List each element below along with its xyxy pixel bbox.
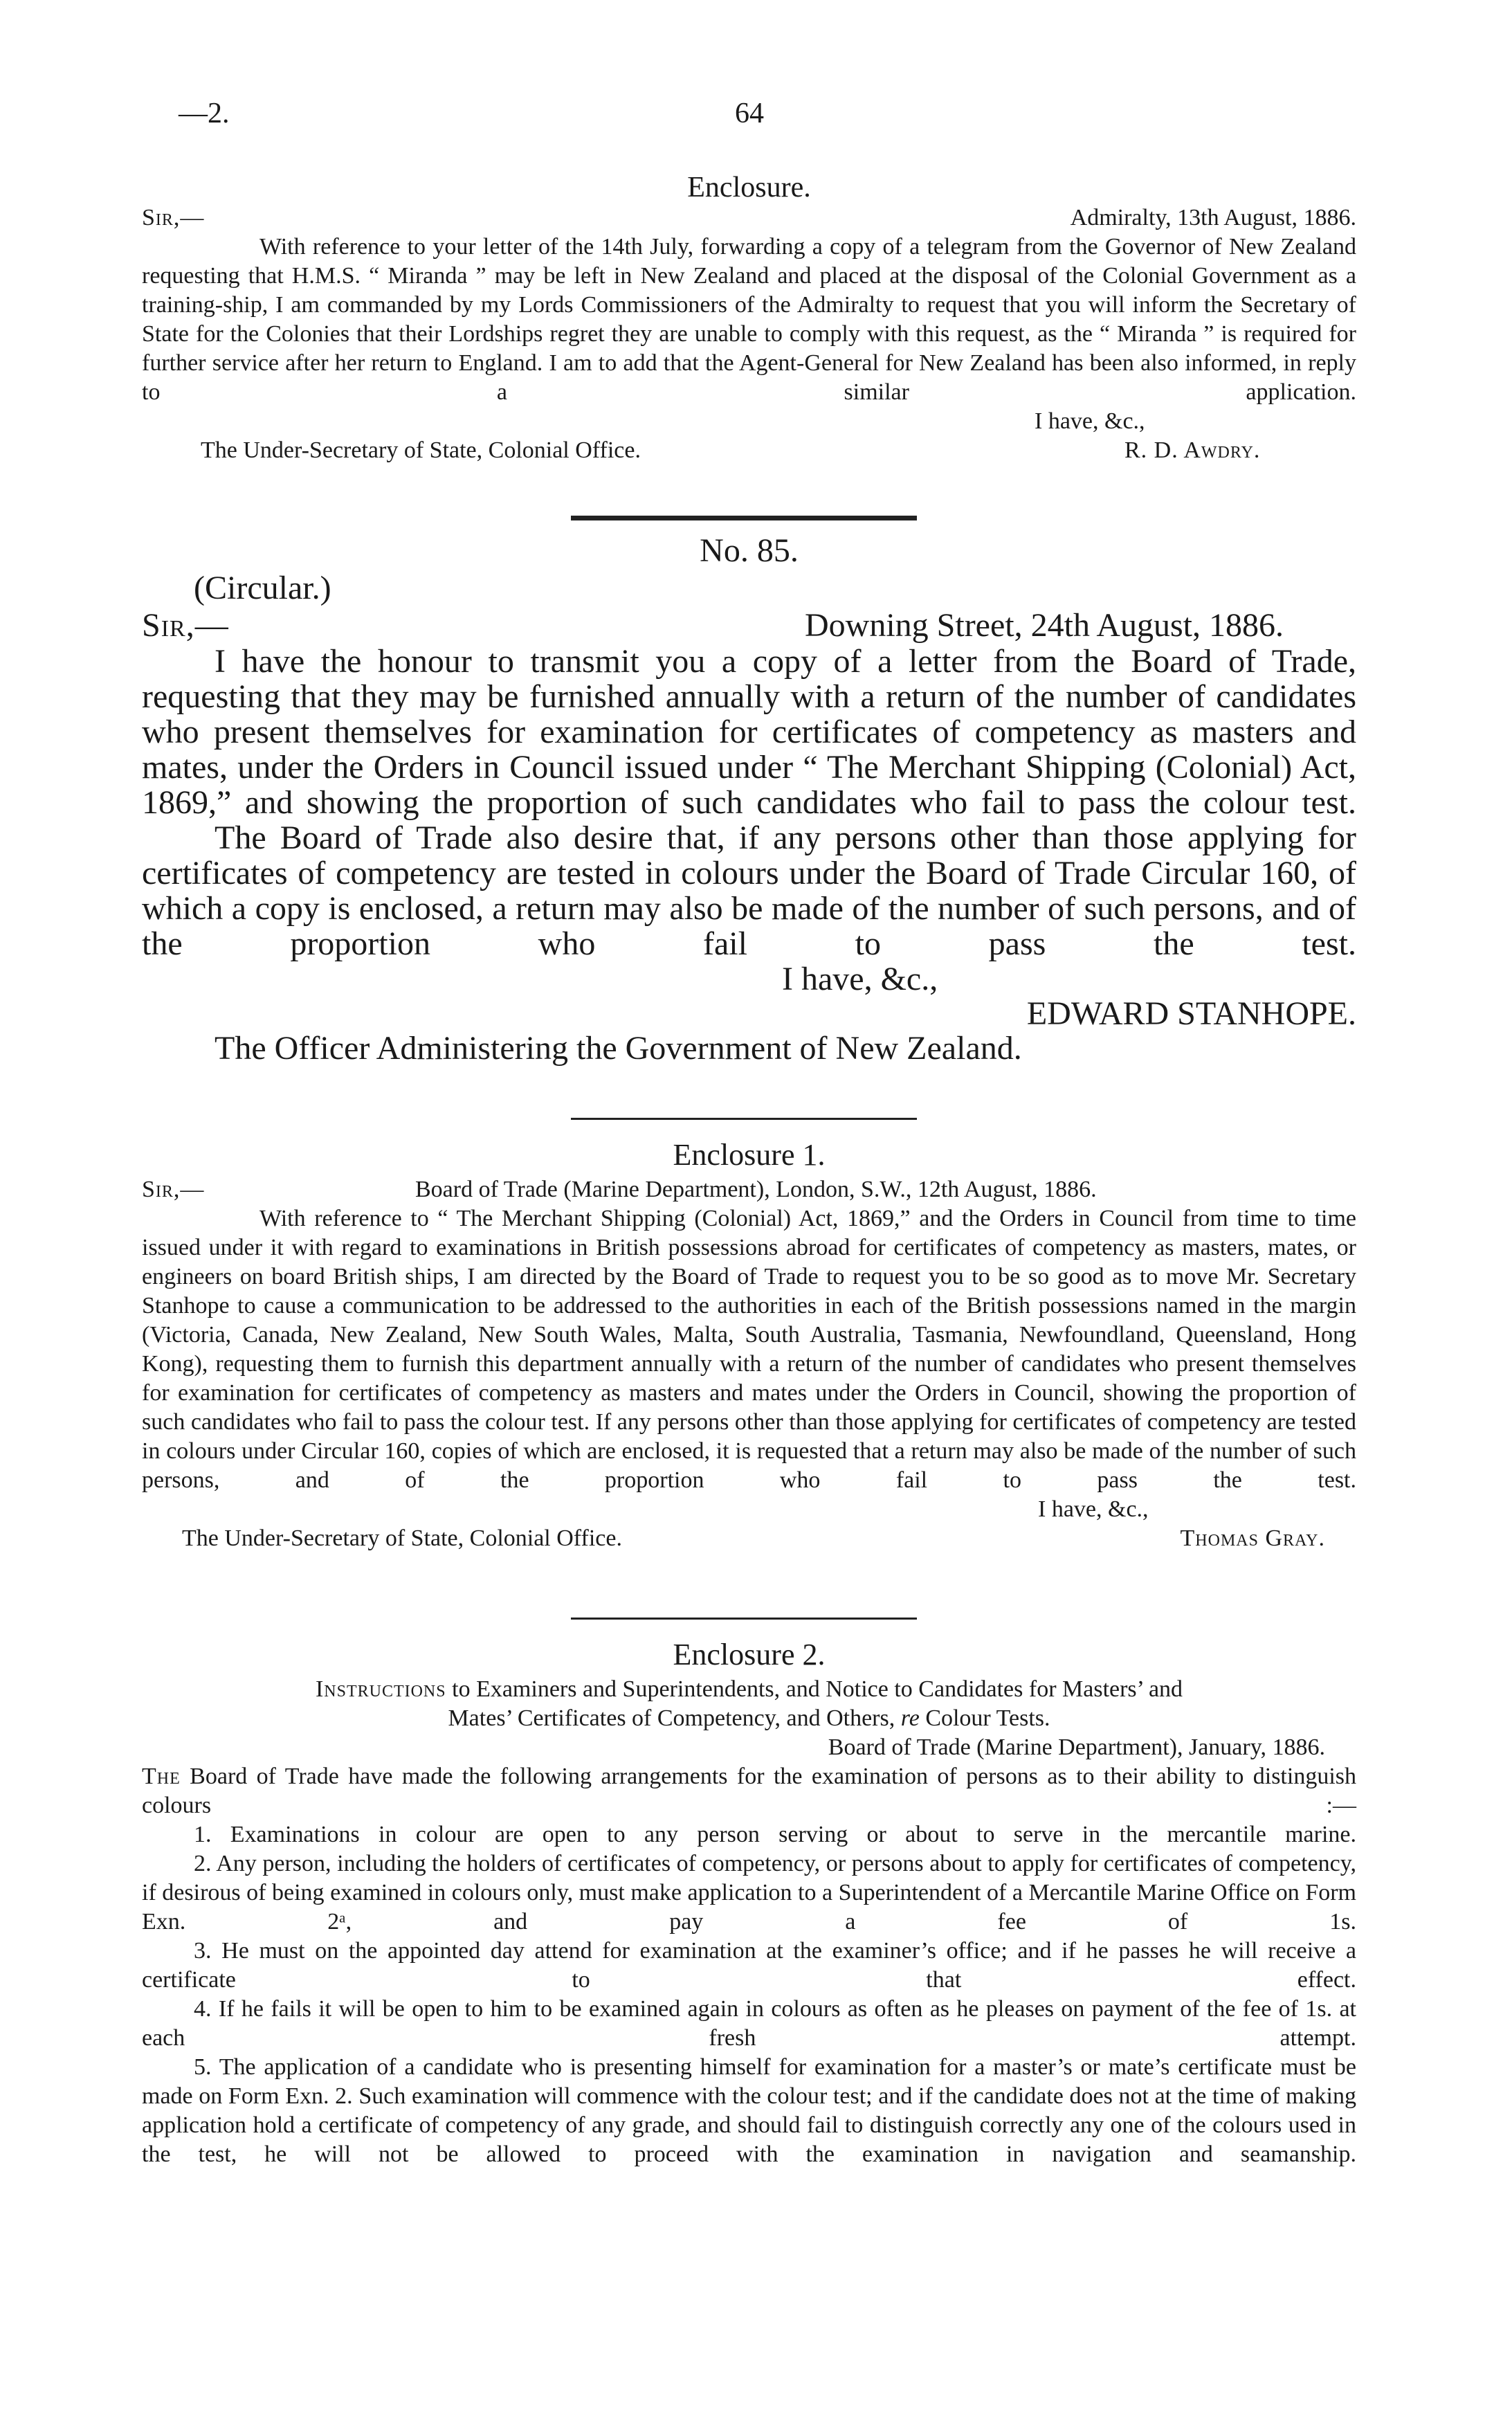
page-reference: —2. (179, 98, 230, 129)
salutation: Sir,— (142, 1177, 205, 1202)
list-item: 5. The application of a candidate who is presenting himself for examination for a master’s or mate’s certificate must be made on Form Exn. 2. Such examination will commence with the colour test; and if the candidate does not at the time of making application hold a certificate of competency of any grade, and should fail to distinguish correctly any one of the colours used in the test, he will not be allowed to proceed with the examination in navigation and seamanship. (142, 2054, 1356, 2167)
dateline-row (142, 1733, 1356, 1762)
list-item: 1. Examinations in colour are open to any person serving or about to serve in the mercantile marine. (194, 1822, 1356, 1847)
dateline: Board of Trade (Marine Department), January, 1886. (828, 1734, 1325, 1760)
signature-row (142, 996, 1356, 1031)
signature-row (142, 1524, 1356, 1553)
paragraph-2: The Board of Trade also desire that, if any persons other than those applying for certificates of competency are tested in colours under the Board of Trade Circular 160, of which a copy is enclosed, a return may also be made of the number of such persons, and of the proportion who fail to pass the test. (142, 819, 1356, 962)
closing: I have, &c., (1038, 1496, 1149, 1522)
list-item: 4. If he fails it will be open to him to be examined again in colours as often as he pleases on payment of the fee of 1s. at each fresh attempt. (142, 1996, 1356, 2051)
addressee: The Under-Secretary of State, Colonial Office. (201, 437, 641, 463)
divider (571, 1618, 917, 1620)
addressee: The Officer Administering the Government of New Zealand. (215, 1030, 1022, 1067)
closing: I have, &c., (782, 961, 938, 997)
closing-row (142, 961, 1356, 996)
section-title: Enclosure. (687, 172, 811, 203)
list-item: 3. He must on the appointed day attend for examination at the examiner’s office; and if he passes he will receive a certificate to that effect. (142, 1938, 1356, 1993)
enclosure-2 (142, 1635, 1356, 2169)
divider (571, 516, 917, 520)
page-number: 64 (735, 98, 764, 129)
salutation: Sir,— (142, 205, 205, 230)
heading-end: Colour Tests. (925, 1705, 1050, 1731)
document-number: No. 85. (700, 532, 799, 569)
addressee-row (142, 1031, 1356, 1065)
dateline: Admiralty, 13th August, 1886. (1070, 205, 1356, 230)
intro-paragraph: The Board of Trade have made the following arrangements for the examination of persons as to their ability to distinguish colours :— (142, 1764, 1357, 1818)
letter-body: With reference to your letter of the 14th July, forwarding a copy of a telegram from the Governor of New Zealand requesting that H.M.S. “ Miranda ” may be left in New Zealand and placed at the disposal of the Colonial Government as a training-ship, I am commanded by my Lords Commissioners of the Admiralty to request that you will inform the Secretary of State for the Colonies that their Lordships regret they are unable to comply with this request, as the “ Miranda ” is required for further service after her return to England. I am to add that the Agent-General for New Zealand has been also informed, in reply to a similar application. (142, 234, 1356, 405)
list-item: 2. Any person, including the holders of certificates of competency, or persons about to apply for certificates of competency, if desirous of being examined in colours only, must make application to a Superintendent of a Mercantile Marine Office on Form Exn. 2ᵃ, and pay a fee of 1s. (142, 1851, 1356, 1935)
section-title: Enclosure 1. (673, 1138, 826, 1172)
closing-row (142, 1495, 1356, 1524)
letter-body: With reference to “ The Merchant Shipping (Colonial) Act, 1869,” and the Orders in Council from time to time issued under it with regard to examinations in British possessions abroad for certificates of competency as masters, mates, or engineers on board British ships, I am directed by the Board of Trade to request you to be so good as to move Mr. Secretary Stanhope to cause a communication to be addressed to the authorities in each of the British possessions named in the margin (Victoria, Canada, New Zealand, New South Wales, Malta, South Australia, Tasmania, Newfoundland, Queensland, Hong Kong), requesting them to furnish this department annually with a return of the number of candidates who present themselves for examination for certificates of competency as masters and mates under the Orders in Council, showing the proportion of such candidates who fail to pass the colour test. If any persons other than those applying for certificates of competency are tested in colours under Circular 160, copies of which are enclosed, it is requested that a return may also be made of the number of such persons, and of the proportion who fail to pass the test. (142, 1206, 1356, 1493)
circular-no-85 (142, 533, 1356, 1065)
salutation: Sir,— (142, 607, 229, 644)
signature-row (142, 436, 1356, 465)
dateline: Downing Street, 24th August, 1886. (805, 607, 1284, 644)
heading-lead: Instructions (315, 1676, 446, 1702)
dateline: Board of Trade (Marine Department), London, S.W., 12th August, 1886. (415, 1177, 1097, 1202)
signature: R. D. Awdry. (1124, 437, 1261, 463)
heading-re: re (900, 1705, 920, 1731)
divider (571, 1118, 917, 1120)
instructions-heading (142, 1675, 1356, 1733)
paragraph-1: I have the honour to transmit you a copy of a letter from the Board of Trade, requesting that they may be furnished annually with a return of the number of candidates who present themselves for examination for certificates of competency as masters and mates, under the Orders in Council issued under “ The Merchant Shipping (Colonial) Act, 1869,” and showing the proportion of such candidates who fail to pass the colour test. (142, 643, 1356, 821)
section-title: Enclosure 2. (673, 1638, 826, 1671)
addressee: The Under-Secretary of State, Colonial Office. (182, 1525, 622, 1551)
salutation-row (142, 608, 1356, 644)
admiralty-enclosure (142, 172, 1356, 465)
closing-row (142, 407, 1356, 436)
circular-label: (Circular.) (194, 570, 331, 606)
signature: EDWARD STANHOPE. (1026, 995, 1356, 1032)
salutation-row (142, 1175, 1356, 1204)
signature: Thomas Gray. (1180, 1525, 1325, 1551)
enclosure-1 (142, 1135, 1356, 1553)
closing: I have, &c., (1035, 408, 1145, 434)
salutation-row (142, 203, 1356, 233)
heading-text: to Examiners and Superintendents, and Notice to Candidates for Masters’ and Mates’ Certificates of Competency, and Others, (448, 1676, 1183, 1731)
